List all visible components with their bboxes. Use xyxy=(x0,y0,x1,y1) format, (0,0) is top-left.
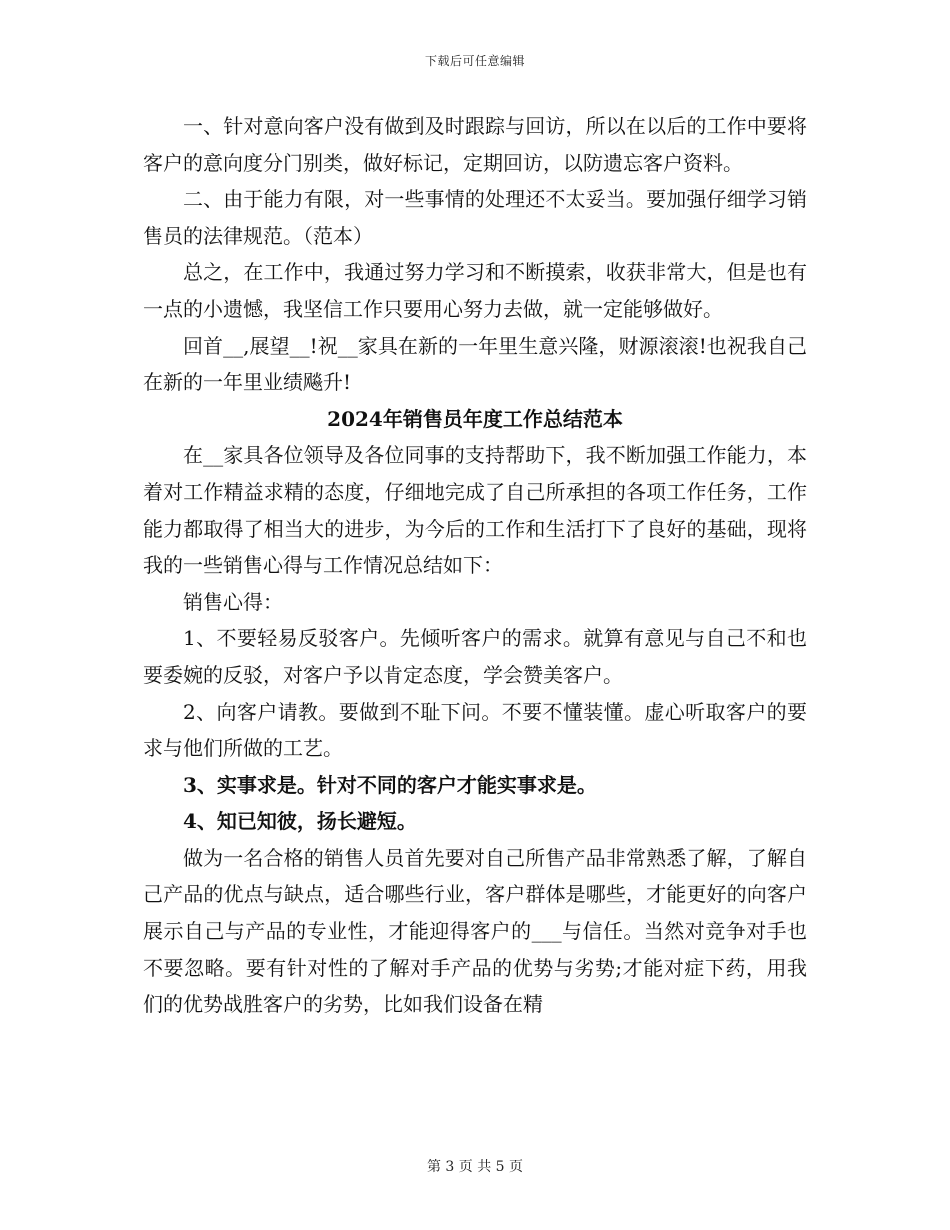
paragraph-point-1: 1、不要轻易反驳客户。先倾听客户的需求。就算有意见与自己不和也要委婉的反驳，对客户予以肯定态度，学会赞美客户。 xyxy=(143,626,807,687)
paragraph-point-3: 3、实事求是。针对不同的客户才能实事求是。 xyxy=(183,772,597,797)
document-body xyxy=(143,108,807,1023)
section-title: 2024年销售员年度工作总结范本 xyxy=(327,406,623,431)
paragraph-followup: 一、针对意向客户没有做到及时跟踪与回访，所以在以后的工作中要将客户的意向度分门别类，做好标记，定期回访，以防遗忘客户资料。 xyxy=(143,114,807,175)
paragraph-point-2: 2、向客户请教。要做到不耻下问。不要不懂装懂。虚心听取客户的要求与他们所做的工艺。 xyxy=(143,699,807,761)
paragraph-point-4: 4、知已知彼，扬长避短。 xyxy=(183,809,417,834)
paragraph-sales-insights-label: 销售心得： xyxy=(183,589,283,614)
page-indicator: 第 3 页 共 5 页 xyxy=(426,1159,524,1175)
paragraph-ability: 二、由于能力有限，对一些事情的处理还不太妥当。要加强仔细学习销售员的法律规范。（范本） xyxy=(143,187,807,248)
paragraph-summary: 总之，在工作中，我通过努力学习和不断摸索，收获非常大，但是也有一点的小遗憾，我坚信工作只要用心努力去做，就一定能够做好。 xyxy=(143,260,807,321)
header-note: 下载后可任意编辑 xyxy=(424,54,525,68)
paragraph-intro: 在__家具各位领导及各位同事的支持帮助下，我不断加强工作能力，本着对工作精益求精的态度，仔细地完成了自己所承担的各项工作任务，工作能力都取得了相当大的进步，为今后的工作和生活打下了良好的基础，现将我的一些销售心得与工作情况总结如下： xyxy=(143,443,807,578)
paragraph-product-knowledge: 做为一名合格的销售人员首先要对自己所售产品非常熟悉了解，了解自己产品的优点与缺点，适合哪些行业，客户群体是哪些，才能更好的向客户展示自己与产品的专业性，才能迎得客户的___与信任。当然对竞争对手也不要忽略。要有针对性的了解对手产品的优势与劣势;才能对症下药，用我们的优势战胜客户的劣势，比如我们设备在精 xyxy=(143,845,807,1017)
paragraph-outlook: 回首__,展望__!祝__家具在新的一年里生意兴隆，财源滚滚!也祝我自己在新的一年里业绩飚升! xyxy=(143,333,807,395)
